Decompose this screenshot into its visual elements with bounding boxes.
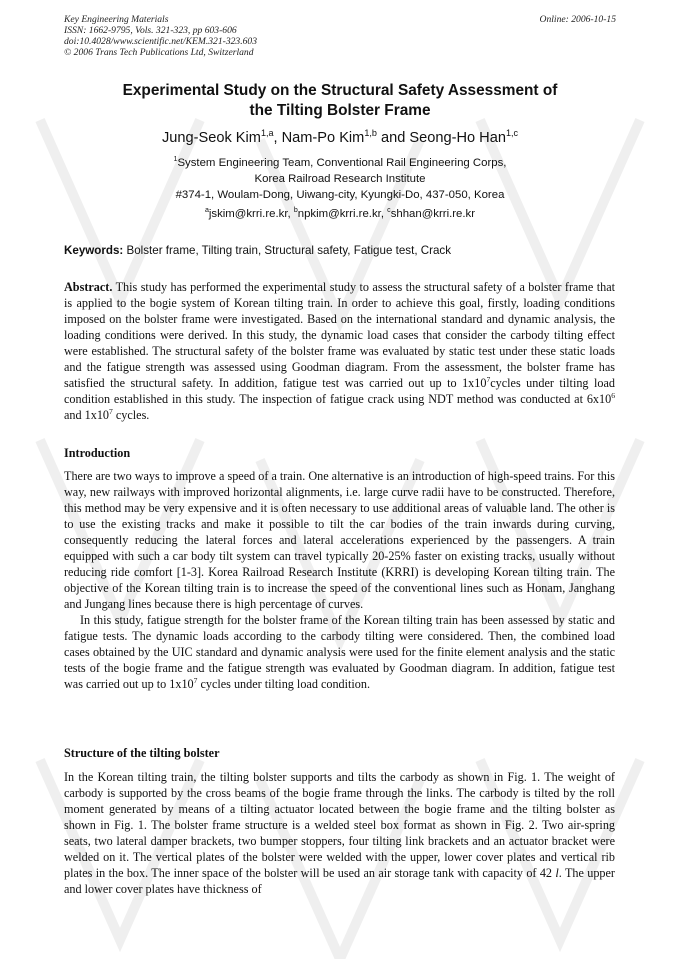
title-line-1: Experimental Study on the Structural Safety Assessment of xyxy=(122,82,558,99)
author-2: Nam-Po Kim xyxy=(281,130,365,146)
journal-name: Key Engineering Materials xyxy=(64,14,169,25)
structure-text-1: In the Korean tilting train, the tilting bolster supports and tilts the carbody as shown in Fig. 1. The weight of carbody is supported by the cross beams of the bogie frame through the links. The carbody is tilted by the roll moment generated by means of a tilting actuator located between the bogie frame and the tilting bolster as shown in Fig. 1. The bolster frame structure is a welded steel box format as shown in Fig. 2. Two air-spring seats, two lateral damper brackets, two bumper stoppers, four tilting link brackets and an actuator bracket were welded on it. The vertical plates of the bolster were welded with the upper, lower cover plates and vertical rib plates in the box. The inner space of the bolster will be used an air storage tank with capacity of 42 xyxy=(64,770,615,880)
copyright-line: © 2006 Trans Tech Publications Ltd, Switzerland xyxy=(64,47,254,58)
abstract xyxy=(64,279,615,423)
email-c: shhan@krri.re.kr xyxy=(390,208,476,220)
intro-p2-text-2: cycles under tilting load condition. xyxy=(197,677,371,691)
keywords-text: Bolster frame, Tilting train, Structural safety, Fatigue test, Crack xyxy=(123,244,452,257)
introduction-body xyxy=(64,468,615,692)
abstract-text-4: cycles. xyxy=(112,408,150,422)
author-1: Jung-Seok Kim xyxy=(161,130,261,146)
affiliation-sup: 1 xyxy=(173,156,178,164)
affiliation-line-1 xyxy=(64,156,616,172)
email-sup-b: b xyxy=(293,207,298,215)
affiliation-line-2: Korea Railroad Research Institute xyxy=(254,172,426,185)
structure-text-2: . The upper and lower cover plates have thickness of xyxy=(64,866,615,896)
author-sep-2: and xyxy=(376,130,410,146)
structure-unit: l xyxy=(555,866,559,880)
title-line-2: the Tilting Bolster Frame xyxy=(249,102,431,119)
structure-body xyxy=(64,769,615,897)
email-b: npkim@krri.re.kr, xyxy=(297,208,388,220)
keywords xyxy=(64,243,616,258)
author-3-sup: 1,c xyxy=(505,128,519,139)
affiliation-text-1: System Engineering Team, Conventional Rail Engineering Corps, xyxy=(177,157,507,169)
intro-paragraph-2 xyxy=(64,612,615,692)
issn-line: ISSN: 1662-9795, Vols. 321-323, pp 603-606 xyxy=(64,25,237,36)
abstract-text-2: cycles under tilting load condition established in this study. The inspection of fatigue crack using NDT method was conducted at 6x10 xyxy=(64,376,615,406)
paper-title xyxy=(64,81,616,121)
affiliation-line-3: #374-1, Woulam-Dong, Uiwang-city, Kyungki-Do, 437-050, Korea xyxy=(175,188,505,201)
abstract-exp-2: 6 xyxy=(611,390,615,400)
email-a: jskim@krri.re.kr, xyxy=(208,208,294,220)
structure-heading: Structure of the tilting bolster xyxy=(64,746,220,760)
author-2-sup: 1,b xyxy=(364,128,377,139)
doi-line: doi:10.4028/www.scientific.net/KEM.321-323.603 xyxy=(64,36,258,47)
intro-paragraph-1: There are two ways to improve a speed of a train. One alternative is an introduction of high-speed trains. For this way, new railways with improved horizontal alignments, i.e. large curve radii have to be constructed. Therefore, this method may be very expensive and it is often necessary to use additional areas of valuable land. The other is to use the existing tracks and make it possible to tilt the car bodies of the train inwards during curving, consequently reducing the lateral forces and lateral accelerations experienced by the passengers. A train equipped with such a car body tilt system can travel typically 20-25% faster on existing tracks, usually without reducing ride comfort [1-3]. Korea Railroad Research Institute (KRRI) is developing Korean tilting train. The objective of the Korean tilting train is to increase the speed of the conventional lines such as Honam, Janghang and Jungang lines because there is high percentage of curves. xyxy=(64,469,615,611)
online-date: Online: 2006-10-15 xyxy=(539,14,616,25)
intro-p2-text-1: In this study, fatigue strength for the bolster frame of the Korean tilting train has been assessed by static and fatigue tests. The dynamic loads according to the carbody tilting were considered. Then, the combined load cases obtained by the UIC standard and dynamic analysis were used for the finite element analysis and the static tests of the bogie frame and the fatigue strength was evaluated by Goodman diagram. In addition, fatigue test was carried out up to 1x10 xyxy=(64,613,615,691)
abstract-text-3: and 1x10 xyxy=(64,408,110,422)
abstract-exp-1: 7 xyxy=(486,374,491,384)
affiliation xyxy=(64,156,616,203)
introduction-heading: Introduction xyxy=(64,446,131,460)
email-sup-a: a xyxy=(204,207,209,215)
abstract-label: Abstract. xyxy=(64,280,113,294)
abstract-text-1: This study has performed the experimental study to assess the structural safety of a bolster frame that is applied to the bogie system of Korean tilting train. In order to achieve this goal, firstly, loading conditions imposed on the bolster frame were investigated. Based on the international standard and dynamic analysis, the loading conditions were derived. In this study, the dynamic load cases that consider the carbody tilting effect were established. The structural safety of the bolster frame was evaluated by static test under these static loads and the fatigue strength was assessed using Goodman diagram. From the assessment, the bolster frame has satisfied the structural safety. In addition, fatigue test was carried out up to 1x10 xyxy=(64,280,615,390)
journal-header xyxy=(64,14,616,58)
author-1-sup: 1,a xyxy=(260,128,274,139)
keywords-label: Keywords: xyxy=(64,244,124,257)
intro-p2-exp: 7 xyxy=(193,675,198,685)
email-sup-c: c xyxy=(387,207,391,215)
author-list xyxy=(64,129,616,147)
abstract-exp-3: 7 xyxy=(109,406,113,416)
author-emails xyxy=(64,207,616,222)
author-sep-1: , xyxy=(273,130,282,146)
author-3: Seong-Ho Han xyxy=(409,130,506,146)
